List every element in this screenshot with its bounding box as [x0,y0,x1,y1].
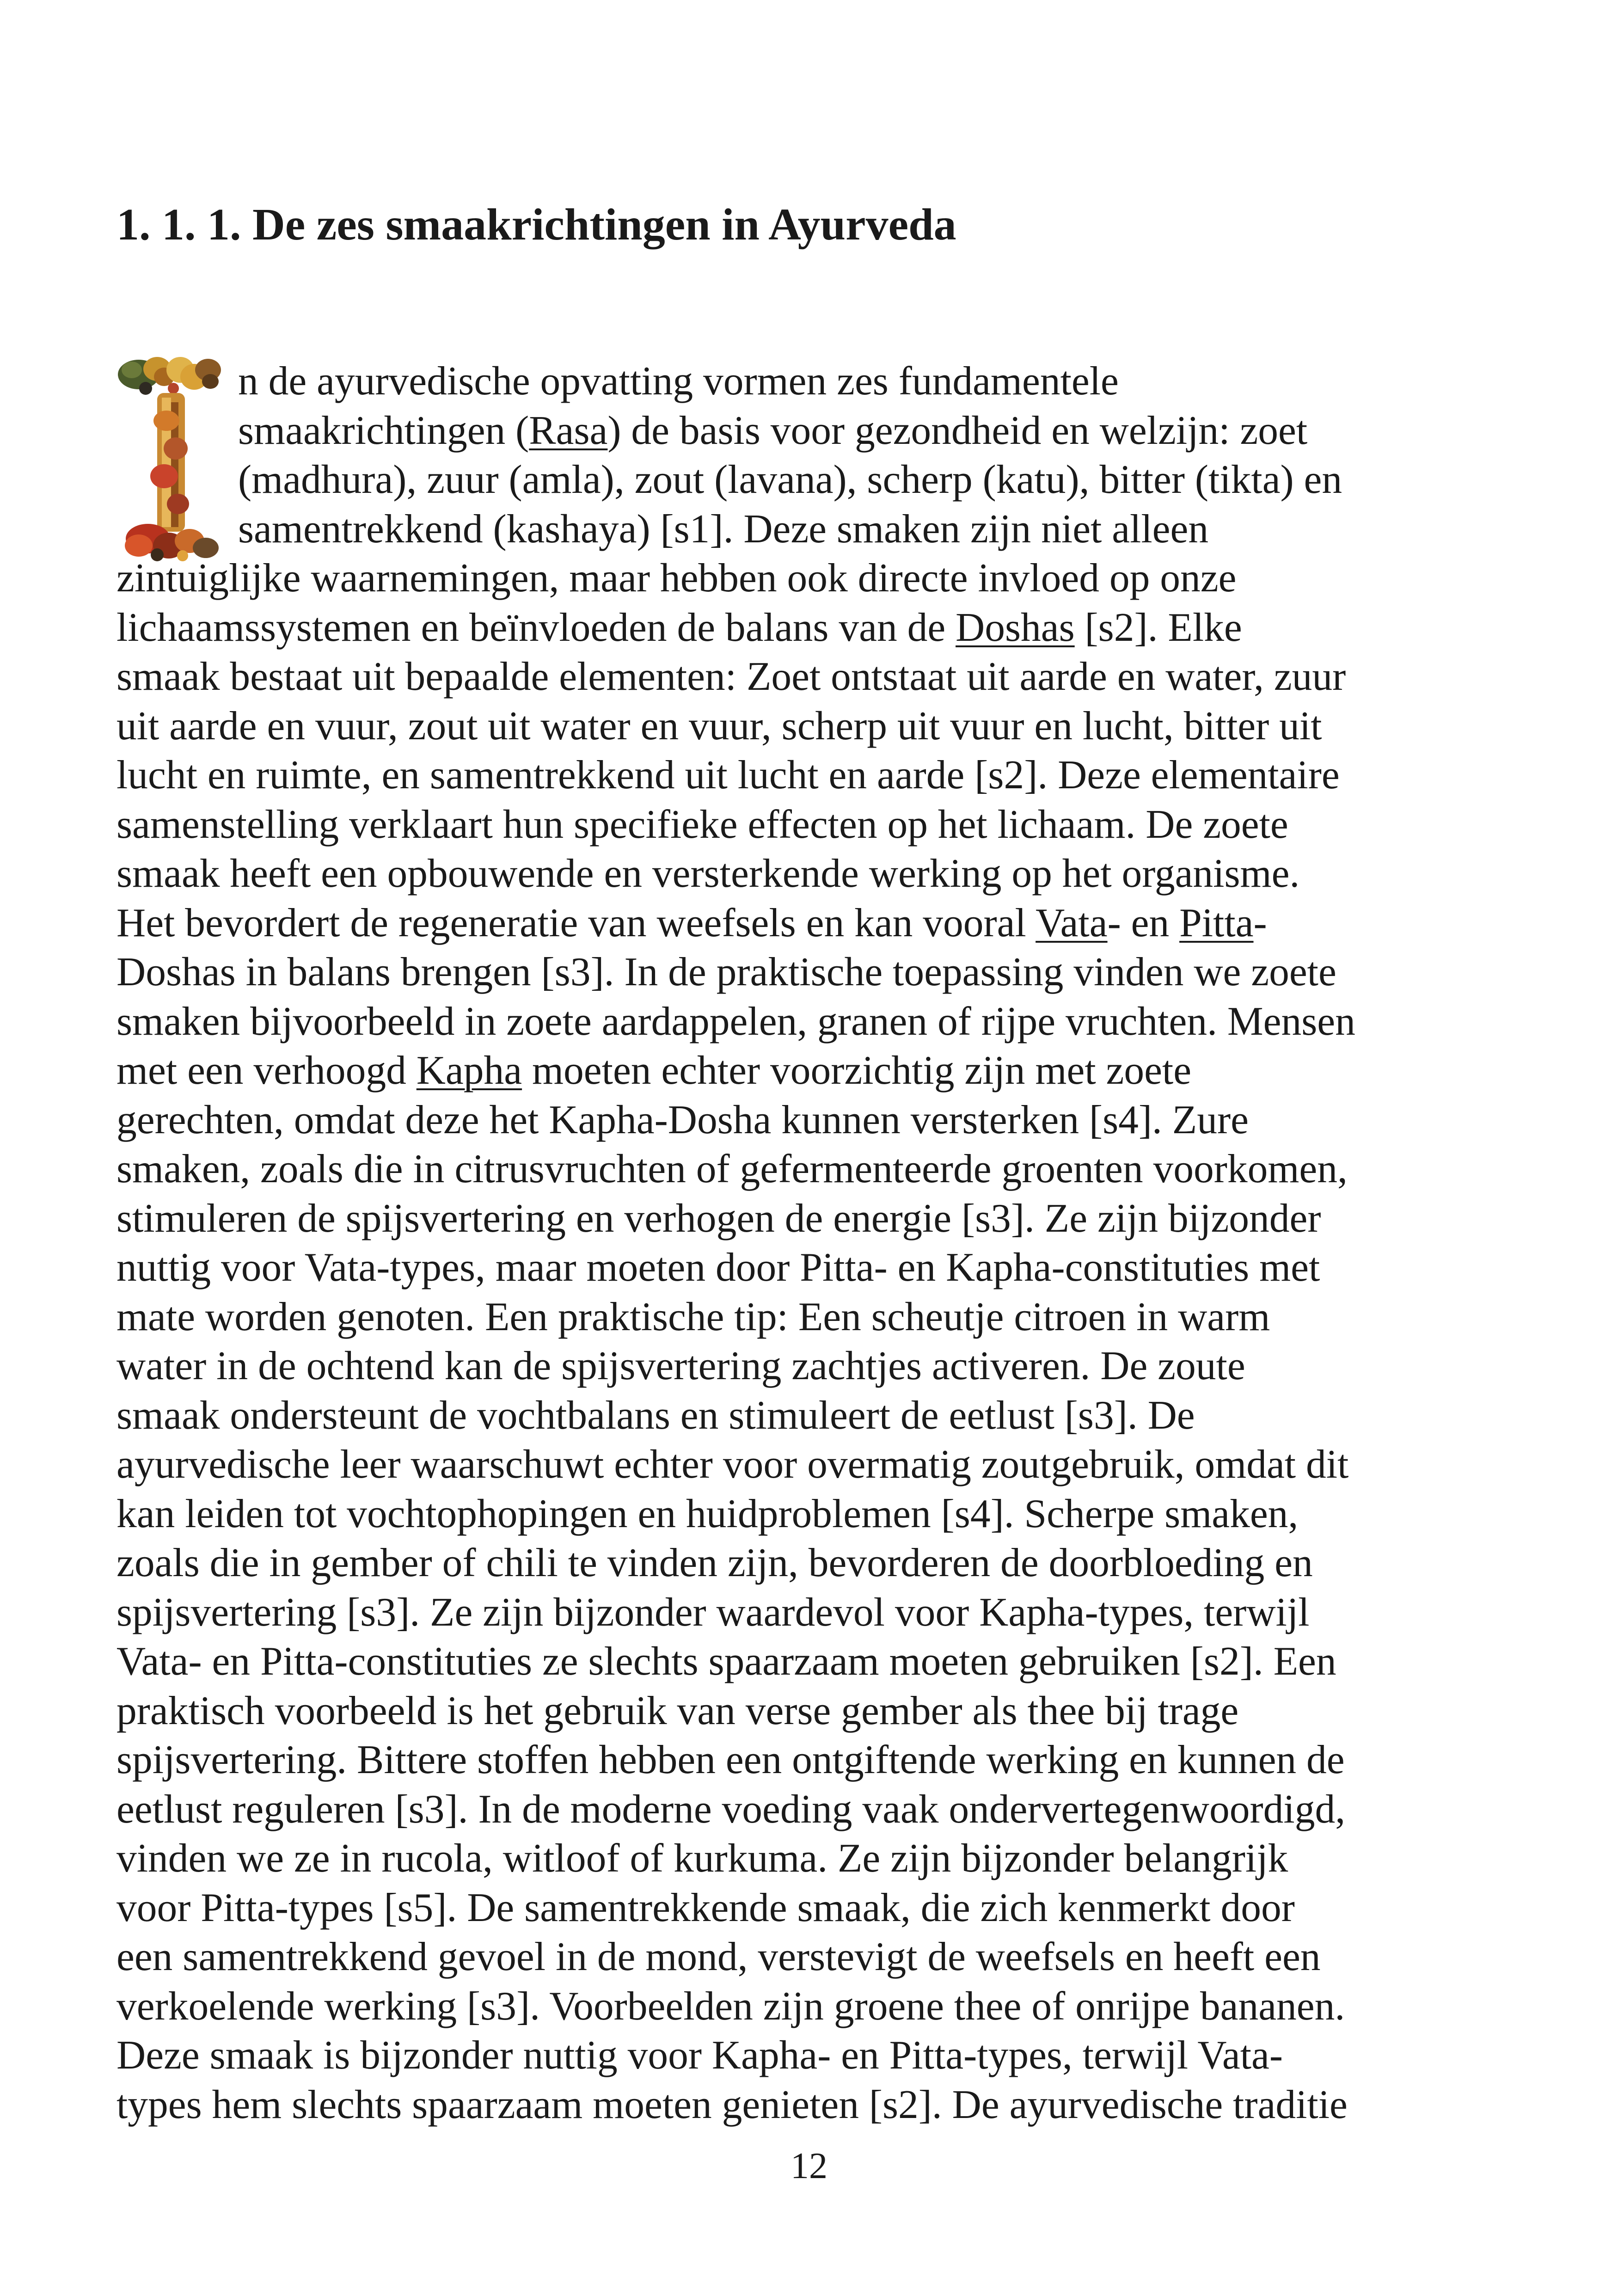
text-segment: - en [1107,900,1180,945]
glossary-term[interactable]: Pitta [1179,900,1254,945]
text-segment: vinden we ze in rucola, witloof of kurkuma. Ze zijn bijzonder belangrijk [116,1836,1288,1880]
text-segment: Het bevordert de regeneratie van weefsels en kan vooral [116,900,1036,945]
text-line [116,949,1507,998]
text-segment: [s2]. Elke [1074,604,1242,650]
text-line [238,506,1507,555]
text-segment: smaak bestaat uit bepaalde elementen: Zoet ontstaat uit aarde en water, zuur [116,654,1346,699]
text-segment: voor Pitta-types [s5]. De samentrekkende smaak, die zich kenmerkt door [116,1885,1295,1930]
text-line [116,1887,1507,1934]
text-segment: smaak ondersteunt de vochtbalans en stimuleert de eetlust [s3]. De [116,1392,1195,1437]
text-segment: smaak heeft een opbouwende en versterkende werking op het organisme. [116,851,1300,896]
text-segment: samenstelling verklaart hun specifieke effecten op het lichaam. De zoete [116,801,1288,847]
text-segment: praktisch voorbeeld is het gebruik van verse gember als thee bij trage [116,1688,1239,1733]
text-segment: zoals die in gember of chili te vinden zijn, bevorderen de doorbloeding en [116,1540,1313,1585]
text-line [116,1493,1507,1540]
glossary-term[interactable]: Doshas [956,604,1075,650]
page-number: 12 [791,2146,827,2186]
text-line [116,1099,1507,1146]
text-segment: Doshas in balans brengen [s3]. In de praktische toepassing vinden we zoete [116,949,1336,994]
text-segment: gerechten, omdat deze het Kapha-Dosha kunnen versterken [s4]. Zure [116,1097,1249,1142]
text-line [116,1690,1507,1737]
text-line [116,801,1507,850]
text-segment: smaken, zoals die in citrusvruchten of gefermenteerde groenten voorkomen, [116,1146,1348,1191]
text-line [116,902,1507,949]
text-line [116,703,1507,752]
text-line [238,407,1507,456]
text-segment: lucht en ruimte, en samentrekkend uit lucht en aarde [s2]. Deze elementaire [116,752,1340,797]
glossary-term[interactable]: Vata [1036,900,1108,945]
text-segment: ayurvedische leer waarschuwt echter voor overmatig zoutgebruik, omdat dit [116,1442,1349,1486]
text-line [116,1148,1507,1195]
text-line [116,1739,1507,1786]
text-segment: Deze smaak is bijzonder nuttig voor Kapha- en Pitta-types, terwijl Vata- [116,2032,1283,2077]
text-segment: verkoelende werking [s3]. Voorbeelden zijn groene thee of onrijpe bananen. [116,1983,1345,2028]
text-segment: eetlust reguleren [s3]. In de moderne voeding vaak ondervertegenwoordigd, [116,1786,1346,1831]
text-segment: zintuiglijke waarnemingen, maar hebben ook directe invloed op onze [116,555,1237,600]
text-line [116,998,1507,1047]
text-line [116,604,1507,653]
text-line [116,1392,1507,1441]
text-line [116,1444,1507,1490]
text-segment: n de ayurvedische opvatting vormen zes fundamentele [238,358,1119,403]
text-line [116,1589,1507,1638]
text-segment: met een verhoogd [116,1048,417,1093]
text-segment: - [1253,900,1267,945]
text-line [116,1936,1507,1983]
text-segment: (madhura), zuur (amla), zout (lavana), scherp (katu), bitter (tikta) en [238,457,1342,502]
text-segment: uit aarde en vuur, zout uit water en vuur, scherp uit vuur en lucht, bitter uit [116,703,1322,748]
text-segment: moeten echter voorzichtig zijn met zoete [522,1048,1192,1093]
text-line [116,1786,1507,1835]
text-line [116,1542,1507,1589]
text-segment: smaken bijvoorbeeld in zoete aardappelen, granen of rijpe vruchten. Mensen [116,998,1355,1044]
text-segment: spijsvertering [s3]. Ze zijn bijzonder waardevol voor Kapha-types, terwijl [116,1589,1310,1634]
text-segment: spijsvertering. Bittere stoffen hebben een ontgiftende werking en kunnen de [116,1737,1345,1782]
text-segment: smaakrichtingen ( [238,407,529,453]
text-segment: samentrekkend (kashaya) [s1]. Deze smaken zijn niet alleen [238,506,1209,551]
text-segment: stimuleren de spijsvertering en verhogen de energie [s3]. Ze zijn bijzonder [116,1195,1321,1240]
text-segment: lichaamssystemen en beïnvloeden de balans van de [116,604,956,650]
text-segment: een samentrekkend gevoel in de mond, verstevigt de weefsels en heeft een [116,1934,1321,1979]
text-line [116,1050,1507,1096]
text-segment: kan leiden tot vochtophopingen en huidproblemen [s4]. Scherpe smaken, [116,1491,1299,1536]
text-line [116,1641,1507,1687]
text-segment: Vata- en Pitta-constituties ze slechts spaarzaam moeten gebruiken [s2]. Een [116,1639,1336,1683]
text-segment: types hem slechts spaarzaam moeten genieten [s2]. De ayurvedische traditie [116,2081,1348,2127]
text-line [116,2081,1507,2130]
text-line [238,459,1507,505]
glossary-term[interactable]: Rasa [529,407,608,453]
text-line [116,853,1507,899]
glossary-term[interactable]: Kapha [416,1048,522,1093]
text-line [116,656,1507,702]
text-line [116,2032,1507,2081]
spice-dropcap-illustration [113,356,224,564]
text-line [116,1195,1507,1244]
text-line [116,1345,1507,1392]
text-line [238,358,1507,407]
text-segment: water in de ochtend kan de spijsvertering zachtjes activeren. De zoute [116,1343,1245,1388]
text-line [116,1247,1507,1293]
text-line [116,752,1507,801]
text-line [116,1296,1507,1343]
text-segment: mate worden genoten. Een praktische tip: Een scheutje citroen in warm [116,1294,1270,1339]
section-heading: 1. 1. 1. De zes smaakrichtingen in Ayurveda [116,200,956,250]
text-line [116,1983,1507,2032]
text-segment: nuttig voor Vata-types, maar moeten door Pitta- en Kapha-constituties met [116,1245,1320,1289]
text-line [116,1838,1507,1884]
text-line [116,555,1507,604]
text-segment: ) de basis voor gezondheid en welzijn: zoet [607,407,1308,453]
